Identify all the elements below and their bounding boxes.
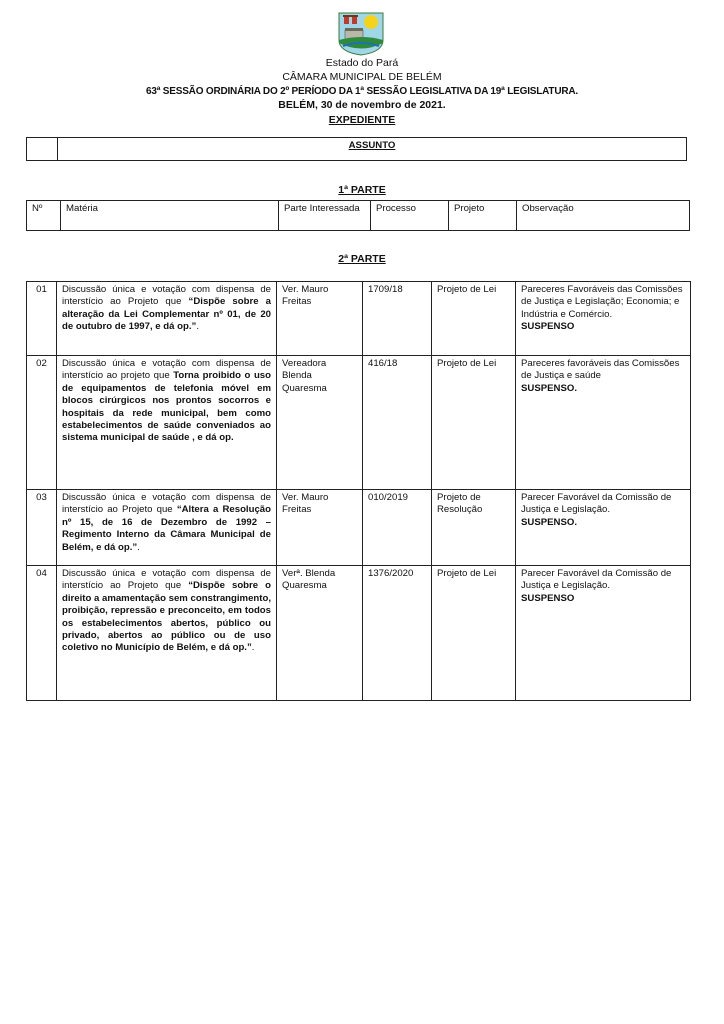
row-materia: Discussão única e votação com dispensa de interstício ao Projeto que “Dispõe sobre o direito a amamentação sem constrangimento, proibição, repressão e preconceito, em todos os estabelecimentos abertos, público ou privado, abertos ao público ou de uso coletivo no Município de Belém, e dá op.”. xyxy=(57,566,277,701)
row-processo: 010/2019 xyxy=(363,490,432,566)
row-processo: 1376/2020 xyxy=(363,566,432,701)
parte2-table xyxy=(26,281,691,701)
session-title: 63ª SESSÃO ORDINÁRIA DO 2º PERÍODO DA 1ª SESSÃO LEGISLATIVA DA 19ª LEGISLATURA. xyxy=(146,86,578,97)
row-processo: 416/18 xyxy=(363,356,432,490)
row-parte: Verª. Blenda Quaresma xyxy=(277,566,363,701)
row-parte: Vereadora Blenda Quaresma xyxy=(277,356,363,490)
row-projeto: Projeto de Lei xyxy=(432,566,516,701)
status-badge: SUSPENSO. xyxy=(521,382,577,394)
row-parte: Ver. Mauro Freitas xyxy=(277,282,363,356)
row-observacao: Pareceres favoráveis das Comissões de Justiça e saúde SUSPENSO. xyxy=(516,356,691,490)
col-header-parte: Parte Interessada xyxy=(279,201,371,231)
coat-of-arms-logo xyxy=(335,10,387,56)
parte1-title: 1ª PARTE xyxy=(338,184,386,196)
status-badge: SUSPENSO xyxy=(521,321,575,333)
row-projeto: Projeto de Lei xyxy=(432,356,516,490)
parte1-header-row xyxy=(27,201,690,231)
col-header-num: Nº xyxy=(27,201,61,231)
assunto-cell xyxy=(58,138,687,161)
expediente-heading: EXPEDIENTE xyxy=(328,114,396,126)
row-num: 03 xyxy=(27,490,57,566)
assunto-empty-cell xyxy=(27,138,58,161)
table-row xyxy=(27,356,691,490)
status-badge: SUSPENSO. xyxy=(521,516,577,528)
row-num: 01 xyxy=(27,282,57,356)
session-date: BELÉM, 30 de novembro de 2021. xyxy=(278,99,446,111)
assunto-table xyxy=(26,137,687,161)
state-name: Estado do Pará xyxy=(325,57,399,69)
table-row xyxy=(27,566,691,701)
belem-coat-of-arms-icon xyxy=(335,10,387,56)
table-row xyxy=(27,490,691,566)
row-processo: 1709/18 xyxy=(363,282,432,356)
row-observacao: Parecer Favorável da Comissão de Justiça e Legislação. SUSPENSO xyxy=(516,566,691,701)
assunto-heading: ASSUNTO xyxy=(348,140,396,151)
row-observacao: Pareceres Favoráveis das Comissões de Justiça e Legislação; Economia; e Indústria e Comércio. SUSPENSO xyxy=(516,282,691,356)
row-projeto: Projeto de Lei xyxy=(432,282,516,356)
col-header-projeto: Projeto xyxy=(449,201,517,231)
parte1-table xyxy=(26,200,690,231)
col-header-materia: Matéria xyxy=(61,201,279,231)
parte2-title: 2ª PARTE xyxy=(338,253,386,265)
col-header-observacao: Observação xyxy=(517,201,690,231)
row-projeto: Projeto de Resolução xyxy=(432,490,516,566)
row-parte: Ver. Mauro Freitas xyxy=(277,490,363,566)
table-row xyxy=(27,282,691,356)
chamber-name: CÂMARA MUNICIPAL DE BELÉM xyxy=(282,71,442,83)
row-materia: Discussão única e votação com dispensa de interstício ao projeto que Torna proibido o uso de equipamentos de telefonia móvel em blocos cirúrgicos nos prontos socorros e hospitais da rede municipal, bem como estabelecimentos de saúde conveniados ao sistema municipal de saúde , e dá op. xyxy=(57,356,277,490)
row-num: 02 xyxy=(27,356,57,490)
row-observacao: Parecer Favorável da Comissão de Justiça e Legislação. SUSPENSO. xyxy=(516,490,691,566)
row-materia: Discussão única e votação com dispensa de interstício ao Projeto que “Dispõe sobre a alteração da Lei Complementar nº 01, de 20 de outubro de 1997, e dá op.”. xyxy=(57,282,277,356)
row-materia: Discussão única e votação com dispensa de interstício ao Projeto que “Altera a Resolução nº 15, de 16 de Dezembro de 1992 – Regimento Interno da Câmara Municipal de Belém, e dá op.”. xyxy=(57,490,277,566)
row-num: 04 xyxy=(27,566,57,701)
status-badge: SUSPENSO xyxy=(521,592,575,604)
col-header-processo: Processo xyxy=(371,201,449,231)
